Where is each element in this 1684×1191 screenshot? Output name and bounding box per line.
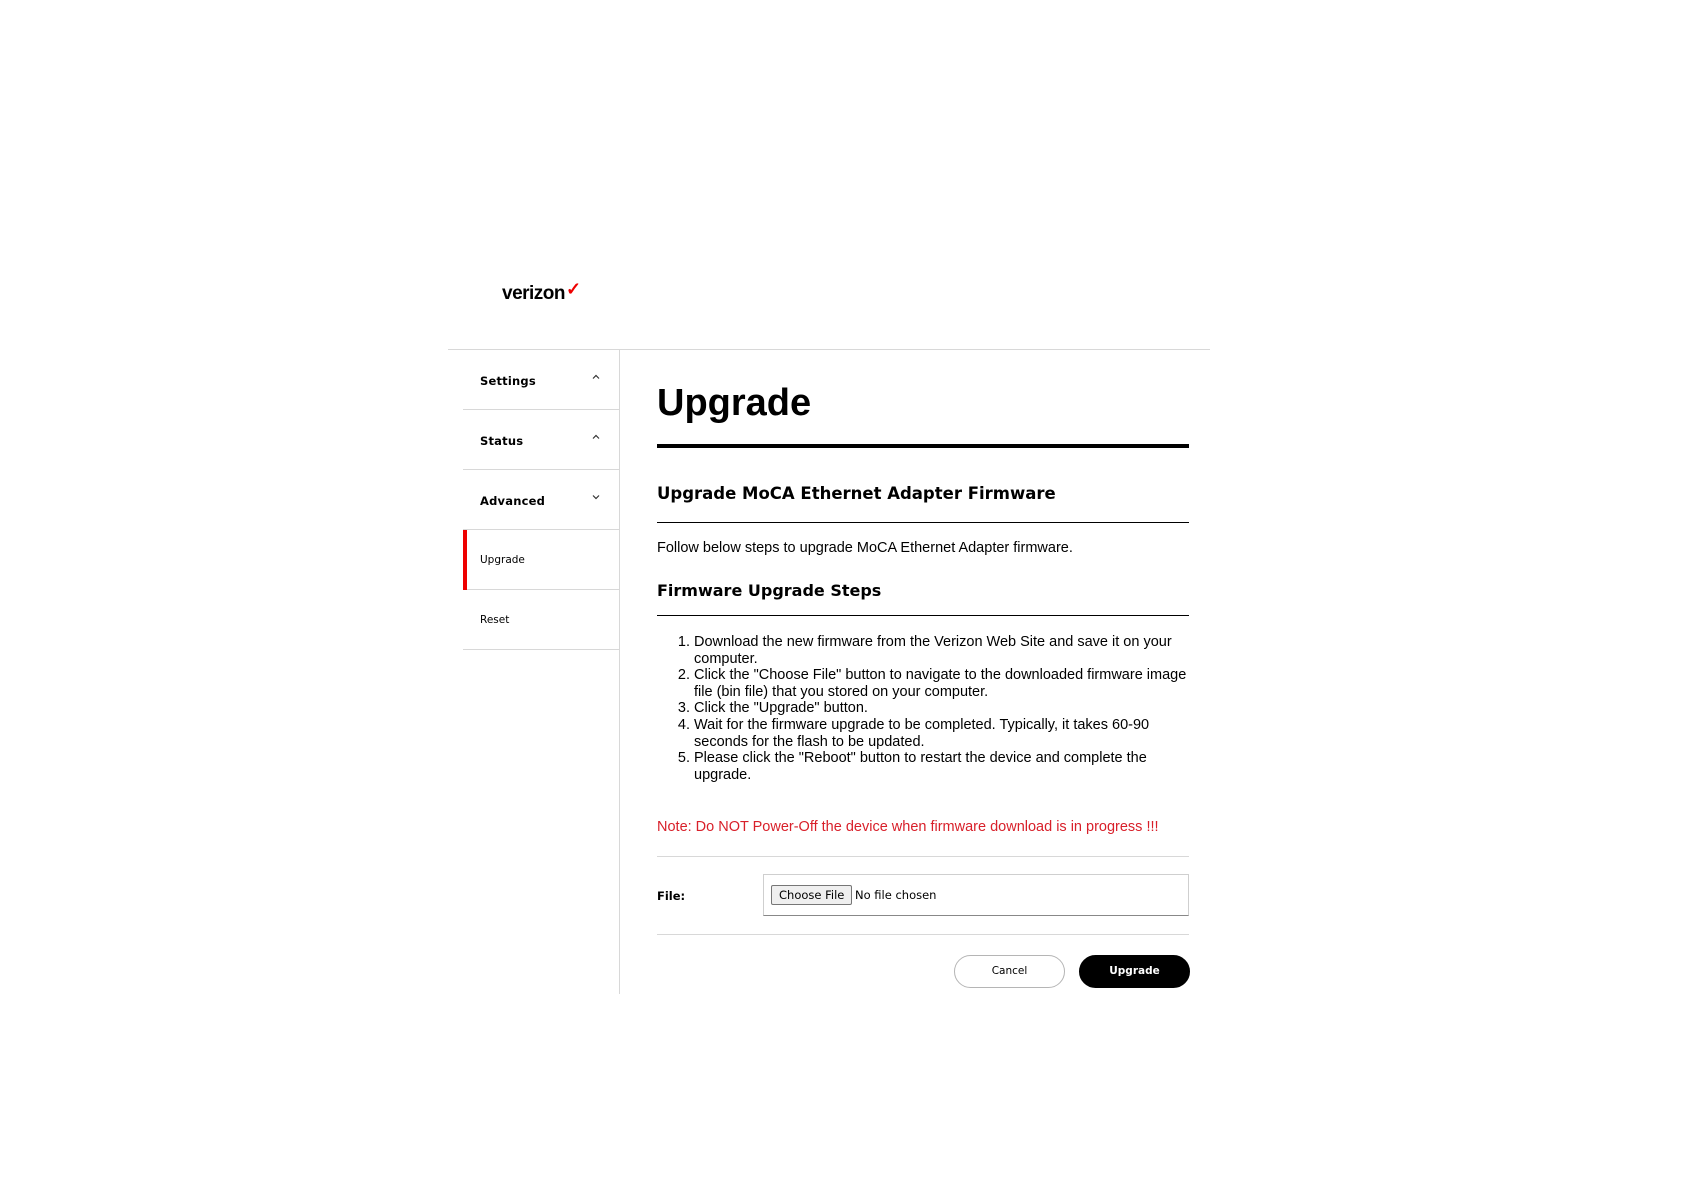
sidebar-item-label: Status xyxy=(480,434,524,448)
page-title: Upgrade xyxy=(657,382,812,424)
sidebar-item-settings[interactable] xyxy=(463,350,619,410)
sidebar-item-label: Settings xyxy=(480,374,536,388)
steps-list xyxy=(657,634,1189,783)
chevron-down-icon[interactable] xyxy=(591,492,601,505)
list-item: 4. Wait for the firmware upgrade to be completed. Typically, it takes 60-90 seconds for the flash to be updated. xyxy=(694,717,1189,750)
logo-check-icon: ✓ xyxy=(566,279,581,299)
chevron-up-icon[interactable] xyxy=(591,372,601,385)
form-divider-bottom xyxy=(657,934,1189,935)
intro-text: Follow below steps to upgrade MoCA Ethernet Adapter firmware. xyxy=(657,540,1073,556)
title-divider xyxy=(657,444,1189,448)
choose-file-button[interactable]: Choose File xyxy=(771,885,852,905)
file-status: No file chosen xyxy=(855,888,937,902)
steps-divider xyxy=(657,615,1189,616)
sidebar-item-advanced[interactable] xyxy=(463,470,619,530)
list-item: 5. Please click the "Reboot" button to restart the device and complete the upgrade. xyxy=(694,750,1189,783)
sidebar-item-reset[interactable] xyxy=(463,590,619,650)
form-divider-top xyxy=(657,856,1189,857)
steps-title: Firmware Upgrade Steps xyxy=(657,581,882,600)
list-item: 3. Click the "Upgrade" button. xyxy=(694,700,1189,717)
section-title: Upgrade MoCA Ethernet Adapter Firmware xyxy=(657,484,1056,503)
section-divider xyxy=(657,522,1189,523)
sidebar-item-status[interactable] xyxy=(463,410,619,470)
sidebar-item-label: Reset xyxy=(480,614,510,626)
cancel-button[interactable]: Cancel xyxy=(954,955,1065,988)
sidebar-item-upgrade[interactable] xyxy=(463,530,619,590)
logo-text: verizon xyxy=(502,283,566,304)
list-item: 2. Click the "Choose File" button to navigate to the downloaded firmware image file (bin file) that you stored on your computer. xyxy=(694,667,1189,700)
chevron-up-icon[interactable] xyxy=(591,432,601,445)
verizon-logo xyxy=(502,279,581,305)
sidebar-item-label: Advanced xyxy=(480,494,546,508)
warning-note: Note: Do NOT Power-Off the device when firmware download is in progress !!! xyxy=(657,819,1159,835)
upgrade-button[interactable]: Upgrade xyxy=(1079,955,1190,988)
sidebar-item-label: Upgrade xyxy=(480,554,525,566)
sidebar xyxy=(463,350,619,650)
file-label: File: xyxy=(657,889,686,903)
sidebar-divider xyxy=(619,349,620,994)
file-input[interactable] xyxy=(763,874,1189,916)
list-item: 1. Download the new firmware from the Verizon Web Site and save it on your computer. xyxy=(694,634,1189,667)
